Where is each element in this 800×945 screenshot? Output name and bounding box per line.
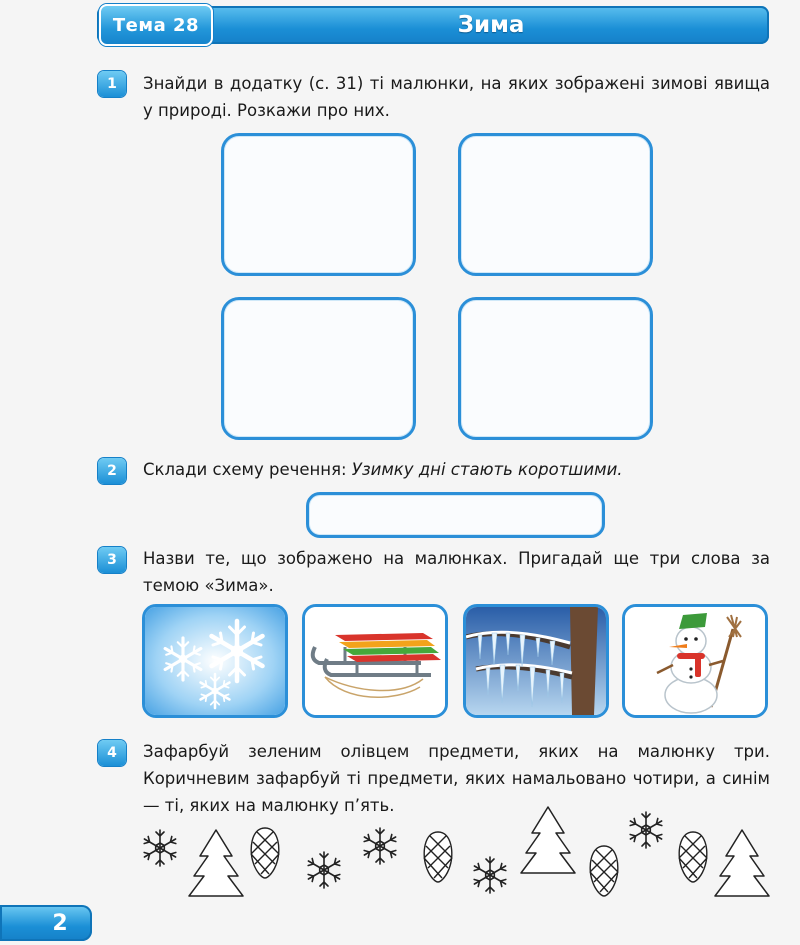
coloring-fir-tree-3[interactable] [714, 828, 770, 898]
picture-slot-1[interactable] [221, 133, 416, 276]
task-2-instruction: Склади схему речення: [143, 460, 352, 479]
page-number: 2 [52, 910, 68, 936]
picture-slot-3[interactable] [221, 297, 416, 440]
coloring-pinecone-1[interactable] [248, 826, 282, 880]
task-3-number: 3 [98, 547, 126, 573]
coloring-snowflake-5[interactable] [626, 810, 666, 850]
coloring-fir-tree-1[interactable] [188, 828, 244, 898]
coloring-snowflake-4[interactable] [470, 855, 510, 895]
coloring-pinecone-3[interactable] [587, 844, 621, 898]
task-2-number: 2 [98, 458, 126, 484]
task-1-number: 1 [98, 71, 126, 97]
picture-slot-2[interactable] [458, 133, 653, 276]
picture-snowflakes [142, 604, 288, 718]
coloring-pinecone-4[interactable] [676, 830, 710, 884]
page-title: Зима [457, 12, 525, 38]
coloring-snowflake-3[interactable] [360, 826, 400, 866]
coloring-fir-tree-2[interactable] [520, 805, 576, 875]
task-4-text: Зафарбуй зеленим олівцем предмети, яких на малюнку три. Коричневим зафарбуй ті предмети, яких намальовано чотири, а синім — ті, яких на малюнку п’ять. [143, 742, 770, 815]
picture-slot-4[interactable] [458, 297, 653, 440]
picture-sled [302, 604, 448, 718]
coloring-pinecone-2[interactable] [421, 830, 455, 884]
sentence-scheme-box[interactable] [306, 492, 605, 538]
picture-snowman [622, 604, 768, 718]
task-4-number: 4 [98, 740, 126, 766]
task-3-text: Назви те, що зображено на малюнках. Пригадай ще три слова за темою «Зима». [143, 549, 770, 595]
task-2-text [143, 456, 770, 483]
task-2-sentence: Узимку дні стають коротшими. [351, 460, 623, 479]
coloring-snowflake-1[interactable] [140, 828, 180, 868]
coloring-snowflake-2[interactable] [304, 850, 344, 890]
topic-label: Тема 28 [99, 4, 213, 46]
task-1-text: Знайди в додатку (с. 31) ті малюнки, на яких зображені зимові явища у природі. Розкажи про них. [143, 74, 770, 120]
picture-icy-tree [463, 604, 609, 718]
